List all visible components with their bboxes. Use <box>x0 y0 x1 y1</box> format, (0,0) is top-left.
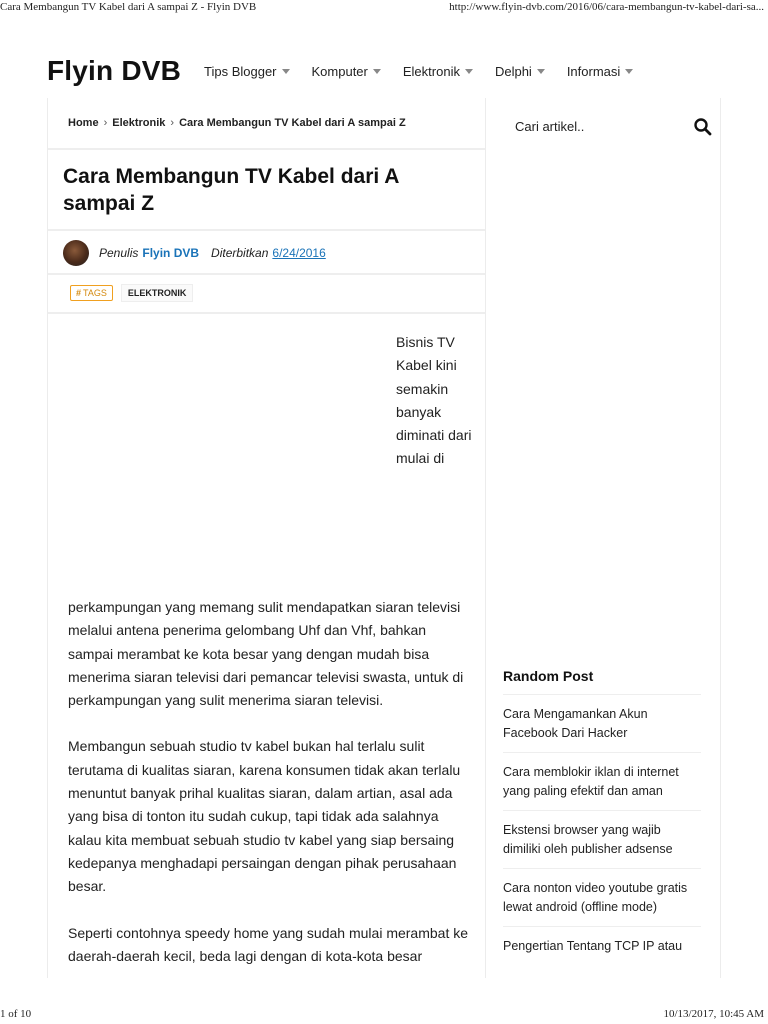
nav-item-informasi[interactable] <box>567 64 633 79</box>
divider <box>48 148 485 150</box>
nav-item-komputer[interactable] <box>312 64 381 79</box>
post-meta <box>63 240 326 266</box>
print-url: http://www.flyin-dvb.com/2016/06/cara-membangun-tv-kabel-dari-sa... <box>449 1 764 13</box>
tags-row <box>70 284 193 302</box>
author-label: Penulis <box>99 246 139 260</box>
chevron-right-icon: › <box>103 117 108 129</box>
divider <box>48 312 485 314</box>
nav-item-tips-blogger[interactable] <box>204 64 290 79</box>
random-post-link[interactable]: Cara nonton video youtube gratis lewat android (offline mode) <box>503 868 701 926</box>
breadcrumb <box>68 117 406 129</box>
caret-down-icon <box>282 69 290 74</box>
post-intro-text: Bisnis TV Kabel kini semakin banyak diminati dari mulai di <box>396 334 472 467</box>
print-header <box>0 0 768 16</box>
random-post-list <box>503 694 701 965</box>
caret-down-icon <box>625 69 633 74</box>
random-post-heading: Random Post <box>503 668 594 684</box>
print-page-title: Cara Membangun TV Kabel dari A sampai Z - Flyin DVB <box>0 1 257 13</box>
post-paragraph: perkampungan yang memang sulit mendapatkan siaran televisi melalui antena penerima gelombang Uhf dan Vhf, bahkan sampai merambat ke kota besar yang dengan mudah bisa menerima siaran televisi dari pemancar televisi swasta, untuk di perkampungan yang sulit menerima siaran televisi. <box>68 599 464 709</box>
breadcrumb-category[interactable]: Elektronik <box>112 117 166 129</box>
main-nav <box>204 64 655 79</box>
nav-item-delphi[interactable] <box>495 64 545 79</box>
chevron-right-icon: › <box>170 117 175 129</box>
site-logo[interactable]: Flyin DVB <box>47 55 182 86</box>
search-input[interactable] <box>495 119 705 134</box>
site-header <box>47 45 727 95</box>
random-post-link[interactable]: Cara memblokir iklan di internet yang paling efektif dan aman <box>503 752 701 810</box>
print-page-number: 1 of 10 <box>0 1008 32 1020</box>
main-content <box>47 98 486 978</box>
tag-chip-elektronik[interactable]: ELEKTRONIK <box>121 284 194 302</box>
nav-item-label: Tips Blogger <box>204 64 277 79</box>
published-label: Diterbitkan <box>211 246 269 260</box>
caret-down-icon <box>373 69 381 74</box>
random-post-link[interactable]: Ekstensi browser yang wajib dimiliki oleh publisher adsense <box>503 810 701 868</box>
random-post-link[interactable]: Pengertian Tentang TCP IP atau <box>503 926 701 965</box>
post-title: Cara Membangun TV Kabel dari A sampai Z <box>63 165 399 215</box>
caret-down-icon <box>465 69 473 74</box>
post-paragraph: Seperti contohnya speedy home yang sudah mulai merambat ke daerah-daerah kecil, beda lagi dengan di kota-kota besar <box>68 924 469 964</box>
author-link[interactable]: Flyin DVB <box>142 246 200 260</box>
post-paragraph: Membangun sebuah studio tv kabel bukan hal terlalu sulit terutama di kualitas siaran, karena konsumen tidak akan terlalu menuntut banyak prihal kualitas siaran, dalam artian, asal ada yang bisa di tonton itu sudah cukup, tapi tidak ada salahnya kalau kita membuat sebuah studio tv kabel yang siap bersaing kedepanya menghadapi persaingan dengan pihak perusahaan besar. <box>68 738 461 895</box>
breadcrumb-home[interactable]: Home <box>68 117 99 129</box>
avatar[interactable] <box>63 240 89 266</box>
nav-item-label: Komputer <box>311 64 368 79</box>
random-post-link[interactable]: Cara Mengamankan Akun Facebook Dari Hacker <box>503 694 701 752</box>
nav-item-label: Informasi <box>566 64 621 79</box>
tags-badge <box>70 285 113 301</box>
nav-item-elektronik[interactable] <box>403 64 473 79</box>
breadcrumb-current: Cara Membangun TV Kabel dari A sampai Z <box>179 117 406 129</box>
sidebar <box>485 98 721 978</box>
nav-item-label: Delphi <box>494 64 532 79</box>
search-icon[interactable] <box>693 117 713 137</box>
caret-down-icon <box>537 69 545 74</box>
tags-label: TAGS <box>83 288 107 298</box>
divider <box>48 229 485 231</box>
search-box <box>495 108 713 144</box>
post-body <box>68 596 468 991</box>
published-date-link[interactable]: 6/24/2016 <box>272 246 326 260</box>
nav-item-label: Elektronik <box>402 64 460 79</box>
hash-icon: # <box>76 288 82 298</box>
print-datetime: 10/13/2017, 10:45 AM <box>663 1008 764 1020</box>
divider <box>48 273 485 275</box>
print-footer <box>0 1006 768 1024</box>
